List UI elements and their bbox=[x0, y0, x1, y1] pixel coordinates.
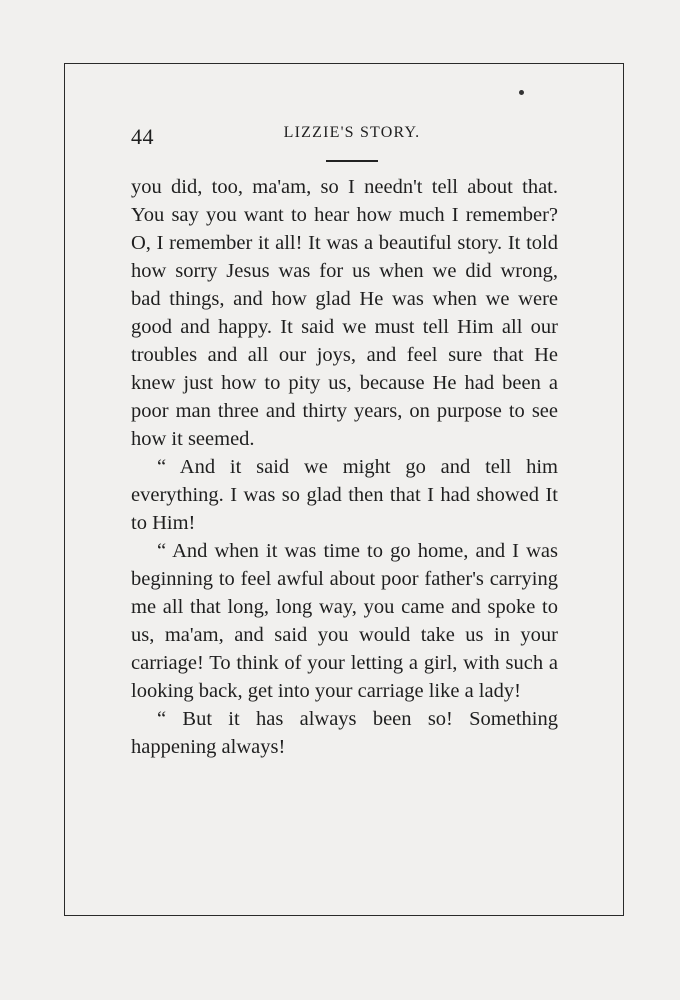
paragraph-4: “ But it has always been so! Something happening always! bbox=[131, 708, 558, 758]
page-header bbox=[131, 120, 561, 150]
paragraph-1: you did, too, ma'am, so I needn't tell about that. You say you want to hear how much I remember? O, I remember it all! It was a beautiful story. It told how sorry Jesus was for us when we did wrong, bad things, and how glad He was when we were good and happy. It said we must tell Him all our troubles and all our joys, and feel sure that He knew just how to pity us, because He had been a poor man three and thirty years, on purpose to see how it seemed. bbox=[131, 176, 558, 450]
running-title: LIZZIE'S STORY. bbox=[283, 124, 421, 141]
paragraph-2: “ And it said we might go and tell him everything. I was so glad then that I had showed It to Him! bbox=[131, 456, 558, 534]
paragraph-3: “ And when it was time to go home, and I was beginning to feel awful about poor father's carrying me all that long, long way, you came and spoke to us, ma'am, and said you would take us in your carriage! To think of your letting a girl, with such a looking back, get into your carriage like a lady! bbox=[131, 540, 558, 702]
body-text bbox=[131, 173, 558, 761]
page-number: 44 bbox=[131, 124, 154, 149]
header-rule bbox=[326, 160, 378, 162]
ink-speck bbox=[519, 90, 524, 95]
